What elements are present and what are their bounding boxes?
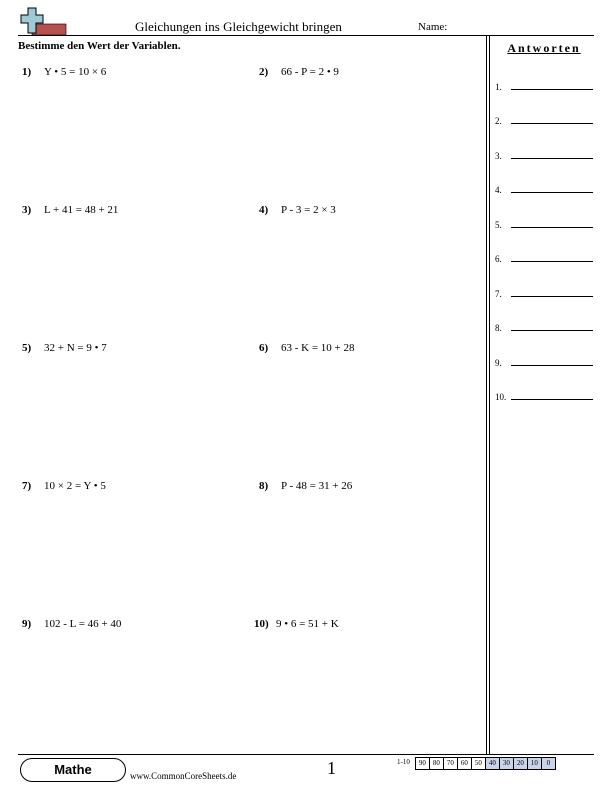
score-cell: 80 [429,757,444,770]
score-cell: 40 [485,757,500,770]
plus-icon [18,6,70,36]
score-label: 1-10 [397,758,410,766]
problem-1 [22,66,106,78]
answers-title: Antworten [507,41,581,55]
problem-number: 6) [259,342,269,354]
answer-row-5 [495,216,595,230]
problem-5 [22,342,107,354]
header-divider [18,35,594,36]
answer-number: 3. [495,151,502,161]
score-cell: 50 [471,757,486,770]
answer-line[interactable] [511,123,593,124]
problem-equation: P - 48 = 31 + 26 [281,480,353,492]
problem-equation: P - 3 = 2 × 3 [281,204,336,216]
problem-9 [22,618,121,630]
page-number: 1 [327,758,336,778]
answer-number: 9. [495,358,502,368]
answer-line[interactable] [511,158,593,159]
score-cell: 60 [457,757,472,770]
problem-equation: 10 × 2 = Y • 5 [44,480,106,492]
answer-row-7 [495,285,595,299]
problem-number: 9) [22,618,32,630]
problem-number: 8) [259,480,269,492]
score-cell: 0 [541,757,556,770]
problem-number: 3) [22,204,32,216]
answer-number: 4. [495,185,502,195]
problem-10 [254,618,339,630]
problem-4 [259,204,336,216]
score-cell: 10 [527,757,542,770]
answer-row-6 [495,250,595,264]
page-title: Gleichungen ins Gleichgewicht bringen [135,19,342,34]
footer-divider [18,754,594,755]
problem-equation: L + 41 = 48 + 21 [44,204,119,216]
column-divider-left [486,36,487,755]
answer-number: 8. [495,323,502,333]
problem-6 [259,342,355,354]
column-divider-right [489,36,490,755]
score-cell: 30 [499,757,514,770]
answer-row-2 [495,112,595,126]
score-cell: 70 [443,757,458,770]
problem-equation: 66 - P = 2 • 9 [281,66,339,78]
answer-row-10 [495,388,595,402]
answer-line[interactable] [511,89,593,90]
score-cell: 20 [513,757,528,770]
score-scale [396,757,556,768]
answer-line[interactable] [511,330,593,331]
answer-line[interactable] [511,261,593,262]
answer-row-9 [495,354,595,368]
answer-line[interactable] [511,192,593,193]
problem-3 [22,204,118,216]
answer-line[interactable] [511,227,593,228]
answer-line[interactable] [511,365,593,366]
name-label: Name: [418,21,448,33]
problem-number: 10) [254,618,269,630]
answer-row-4 [495,181,595,195]
problem-number: 1) [22,66,32,78]
answer-number: 7. [495,289,502,299]
answer-row-8 [495,319,595,333]
instructions: Bestimme den Wert der Variablen. [18,40,181,52]
problem-equation: Y • 5 = 10 × 6 [44,66,107,78]
answer-row-3 [495,147,595,161]
score-cell: 90 [415,757,430,770]
answer-line[interactable] [511,296,593,297]
problem-equation: 102 - L = 46 + 40 [44,618,122,630]
answer-number: 1. [495,82,502,92]
problem-number: 7) [22,480,32,492]
answer-number: 10. [495,392,507,402]
problem-number: 4) [259,204,269,216]
answer-number: 6. [495,254,502,264]
problem-7 [22,480,106,492]
problem-8 [259,480,352,492]
website-link[interactable]: www.CommonCoreSheets.de [130,771,237,781]
subject-badge: Mathe [20,758,126,782]
answer-row-1 [495,78,595,92]
problem-number: 5) [22,342,32,354]
problem-2 [259,66,339,78]
answer-line[interactable] [511,399,593,400]
answer-number: 5. [495,220,502,230]
problem-equation: 32 + N = 9 • 7 [44,342,107,354]
problem-number: 2) [259,66,269,78]
problem-equation: 9 • 6 = 51 + K [276,618,339,630]
problem-equation: 63 - K = 10 + 28 [281,342,355,354]
answer-number: 2. [495,116,502,126]
